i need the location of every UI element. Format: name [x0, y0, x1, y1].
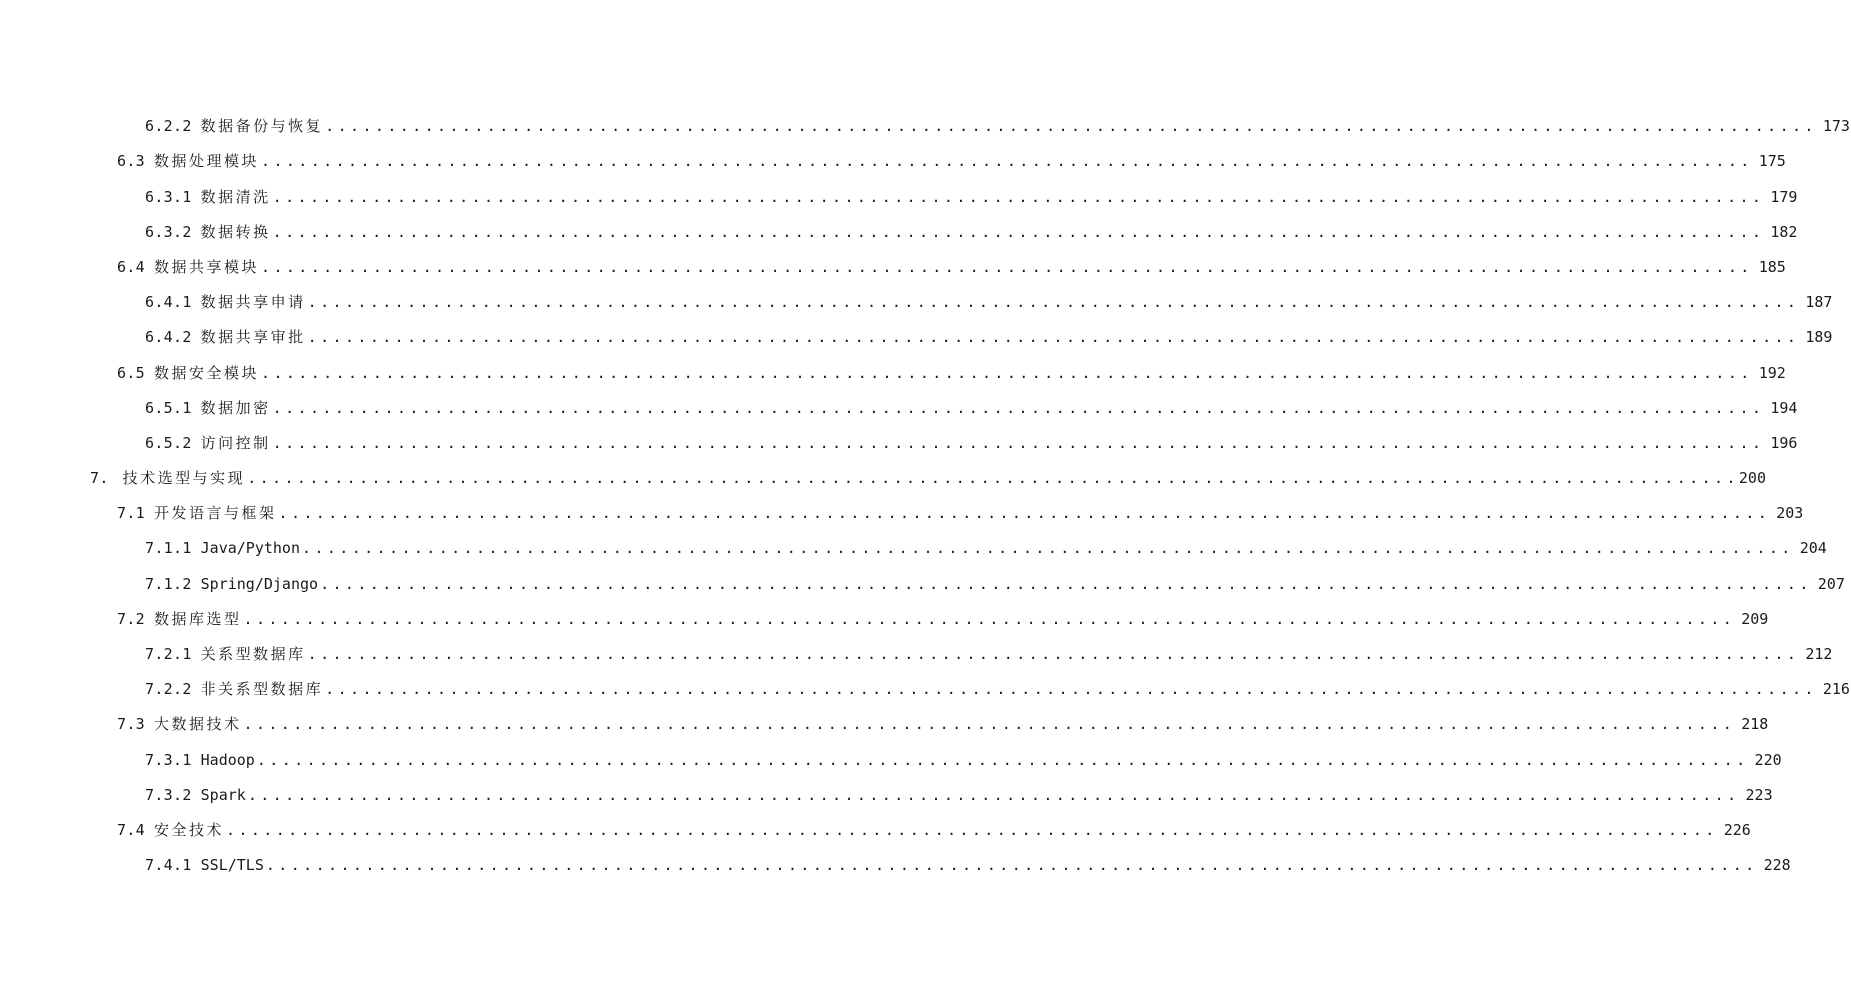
toc-dot-leader: ........................................................................................................................ — [272, 398, 1765, 417]
toc-entry-number: 6.3.2 — [145, 222, 192, 241]
toc-entry-title: SSL/TLS — [200, 856, 264, 875]
toc-entry-title: 数据共享审批 — [200, 328, 306, 347]
toc-entry-number: 6.3 — [117, 152, 145, 171]
toc-entry-page-number: 203 — [1776, 504, 1804, 523]
toc-entry[interactable] — [0, 776, 1773, 811]
toc-entry[interactable] — [0, 248, 1786, 283]
toc-entry-title: 数据处理模块 — [154, 152, 260, 171]
toc-dot-leader: ........................................................................................................................ — [307, 328, 1800, 347]
toc-entry-title: 数据加密 — [200, 398, 271, 417]
toc-dot-leader: ........................................................................................................................ — [261, 363, 1753, 382]
toc-dot-leader: ........................................................................................................................ — [302, 539, 1794, 558]
toc-entry[interactable] — [0, 283, 1833, 318]
toc-entry-page-number: 209 — [1741, 609, 1769, 628]
toc-entry-number: 6.4.1 — [145, 293, 192, 312]
toc-entry[interactable] — [0, 142, 1786, 177]
toc-entry-page-number: 196 — [1770, 433, 1798, 452]
table-of-contents — [0, 107, 1850, 881]
toc-entry-title: 关系型数据库 — [200, 645, 306, 663]
toc-entry[interactable] — [0, 670, 1850, 705]
toc-entry[interactable] — [0, 811, 1751, 846]
toc-entry-page-number: 226 — [1723, 820, 1751, 839]
toc-entry-page-number: 194 — [1770, 398, 1798, 417]
toc-entry-title: 数据转换 — [200, 222, 271, 241]
toc-entry-number: 7.2.2 — [145, 680, 192, 699]
toc-entry[interactable] — [0, 494, 1804, 529]
toc-entry-title: 大数据技术 — [154, 715, 242, 734]
toc-entry-page-number: 182 — [1770, 222, 1798, 241]
toc-entry-number: 7.3 — [117, 715, 145, 734]
toc-entry-title: 数据共享申请 — [200, 293, 306, 312]
toc-entry-number: 7.4 — [117, 820, 145, 839]
toc-entry[interactable] — [0, 107, 1850, 142]
toc-entry-number: 7.3.1 — [145, 750, 192, 769]
toc-entry-number: 6.3.1 — [145, 187, 192, 206]
toc-entry[interactable] — [0, 353, 1786, 388]
toc-entry-page-number: 204 — [1799, 539, 1827, 558]
toc-dot-leader: ........................................................................................................................ — [272, 187, 1765, 206]
toc-entry-title: 数据备份与恢复 — [200, 117, 324, 136]
toc-entry[interactable] — [0, 846, 1791, 881]
toc-entry-number: 6.2.2 — [145, 117, 192, 136]
toc-dot-leader: ........................................................................................................................ — [226, 820, 1718, 839]
toc-entry-number: 6.5.1 — [145, 398, 192, 417]
toc-entry-title: 安全技术 — [154, 820, 225, 839]
toc-entry-title: 访问控制 — [200, 433, 271, 452]
toc-entry[interactable] — [0, 740, 1782, 775]
toc-entry-page-number: 223 — [1745, 785, 1773, 804]
toc-entry-title: 非关系型数据库 — [200, 680, 324, 699]
toc-entry-title: Java/Python — [200, 539, 300, 558]
toc-dot-leader: ........................................................................................................................ — [325, 117, 1817, 136]
toc-entry-number: 7. — [90, 469, 109, 488]
toc-dot-leader: ........................................................................................................................ — [265, 856, 1758, 875]
toc-dot-leader: ........................................................................................................................ — [243, 715, 1736, 734]
toc-entry[interactable] — [0, 424, 1798, 459]
toc-entry-number: 7.3.2 — [145, 785, 192, 804]
toc-dot-leader: ........................................................................................................................ — [307, 645, 1800, 663]
toc-entry[interactable] — [0, 459, 1766, 494]
toc-entry-number: 7.2 — [117, 609, 145, 628]
toc-entry-number: 7.2.1 — [145, 645, 192, 663]
toc-entry-page-number: 175 — [1758, 152, 1786, 171]
toc-entry-number: 7.4.1 — [145, 856, 192, 875]
toc-entry-page-number: 218 — [1741, 715, 1769, 734]
toc-entry[interactable] — [0, 564, 1845, 599]
toc-entry-number: 7.1.2 — [145, 574, 192, 593]
toc-dot-leader: ........................................................................................................................ — [256, 750, 1749, 769]
toc-entry-title: 数据清洗 — [200, 187, 271, 206]
toc-entry-number: 7.1.1 — [145, 539, 192, 558]
toc-dot-leader: ........................................................................................................................ — [247, 785, 1740, 804]
toc-entry[interactable] — [0, 529, 1827, 564]
toc-dot-leader: ........................................................................................................................ — [320, 574, 1812, 593]
toc-entry[interactable] — [0, 177, 1798, 212]
toc-entry-page-number: 220 — [1754, 750, 1782, 769]
toc-entry-page-number: 185 — [1758, 257, 1786, 276]
toc-entry-page-number: 192 — [1758, 363, 1786, 382]
toc-entry-page-number: 207 — [1817, 574, 1845, 593]
toc-entry-title: 开发语言与框架 — [154, 504, 277, 523]
toc-entry-page-number: 179 — [1770, 187, 1798, 206]
toc-dot-leader: ........................................................................................................................ — [247, 469, 1739, 488]
toc-entry[interactable] — [0, 635, 1833, 670]
toc-dot-leader: ........................................................................................................................ — [261, 152, 1753, 171]
toc-dot-leader: ........................................................................................................................ — [325, 680, 1817, 699]
toc-entry-page-number: 212 — [1805, 645, 1833, 663]
toc-entry-title: Hadoop — [200, 750, 255, 769]
toc-entry-page-number: 189 — [1805, 328, 1833, 347]
toc-entry[interactable] — [0, 389, 1798, 424]
toc-dot-leader: ........................................................................................................................ — [261, 257, 1753, 276]
toc-entry-number: 6.4.2 — [145, 328, 192, 347]
toc-dot-leader: ........................................................................................................................ — [272, 222, 1765, 241]
toc-entry-title: Spark — [200, 785, 246, 804]
toc-dot-leader: ........................................................................................................................ — [278, 504, 1771, 523]
toc-entry-page-number: 187 — [1805, 293, 1833, 312]
toc-entry-number: 6.5 — [117, 363, 145, 382]
toc-dot-leader: ........................................................................................................................ — [243, 609, 1736, 628]
toc-entry-title: Spring/Django — [200, 574, 319, 593]
toc-entry-title: 数据共享模块 — [154, 257, 260, 276]
toc-entry-number: 7.1 — [117, 504, 145, 523]
toc-entry[interactable] — [0, 213, 1798, 248]
toc-dot-leader: ........................................................................................................................ — [272, 433, 1765, 452]
toc-entry-number: 6.4 — [117, 257, 145, 276]
toc-entry-page-number: 200 — [1738, 469, 1766, 488]
toc-entry-page-number: 228 — [1763, 856, 1791, 875]
toc-entry-title: 数据安全模块 — [154, 363, 260, 382]
toc-entry-page-number: 173 — [1822, 117, 1850, 136]
toc-entry[interactable] — [0, 318, 1833, 353]
toc-entry-title: 数据库选型 — [154, 609, 242, 628]
toc-entry-number: 6.5.2 — [145, 433, 192, 452]
toc-dot-leader: ........................................................................................................................ — [307, 293, 1800, 312]
toc-entry-page-number: 216 — [1822, 680, 1850, 699]
toc-entry[interactable] — [0, 705, 1769, 740]
toc-entry-title: 技术选型与实现 — [122, 469, 246, 488]
toc-entry[interactable] — [0, 600, 1769, 635]
